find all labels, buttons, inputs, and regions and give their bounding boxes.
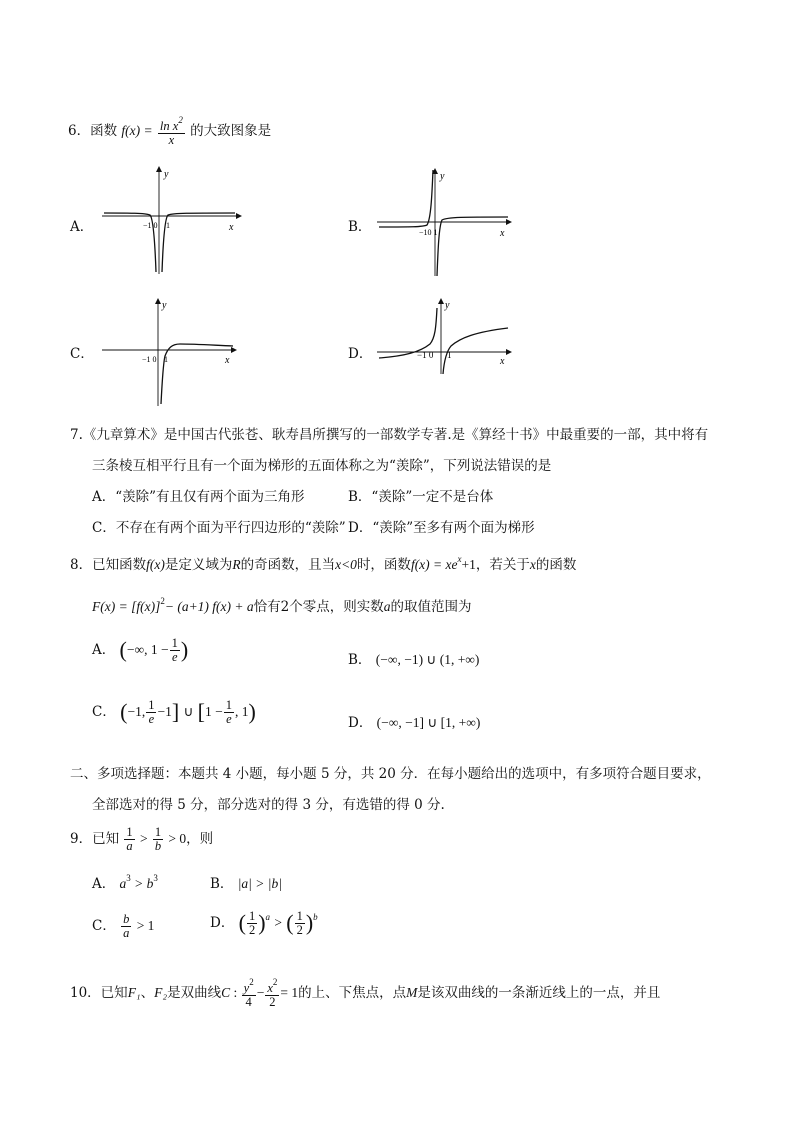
- q6-prefix: 6．函数: [68, 123, 118, 140]
- q8-Fx: F(x) = [f(x)]: [92, 599, 161, 614]
- q6-graph-b: [375, 164, 515, 279]
- q9-den-a: a: [126, 839, 133, 854]
- q6-b-y-label: y: [440, 171, 445, 182]
- q9-d-label: D．: [210, 915, 235, 932]
- q8-d-label: D．: [348, 715, 373, 731]
- q6-option-d-label: D．: [348, 346, 373, 362]
- q8-option-a: A． (−∞, 1 − $\frac{1}{e}$ ): [92, 636, 189, 665]
- q9-gt: >: [139, 831, 148, 847]
- q6-option-a-label: A．: [70, 219, 94, 235]
- q6-b-x-label: x: [500, 228, 505, 239]
- q8-a: a: [383, 599, 391, 614]
- q6-graph-a: [100, 164, 245, 279]
- q6-lhs: f(x) =: [121, 123, 153, 139]
- q10-colon: :: [230, 985, 241, 1001]
- q9-option-a: [92, 872, 158, 892]
- q6-graph-d: [375, 294, 515, 374]
- q10-den1: 4: [245, 995, 252, 1010]
- q7-option-d: D．“羡除”至多有两个面为梯形: [348, 520, 535, 536]
- q8-c-union: ∪: [183, 704, 194, 720]
- q10-stem: [70, 978, 660, 1009]
- q6-c-x-label: x: [225, 355, 230, 366]
- q6-a-x-label: x: [229, 222, 234, 233]
- q8-c-num1: 1: [148, 698, 155, 712]
- q8-Fx-rest: − (a+1) f(x) + a: [164, 599, 254, 614]
- q8-option-b: [348, 648, 479, 668]
- q9-tail: > 0: [168, 831, 187, 847]
- q8-c-den2: e: [226, 712, 232, 727]
- q8-text-d: 时，函数: [356, 557, 411, 573]
- q8-text-b: 是定义域为: [164, 557, 233, 573]
- q6-d-tick-pos: 1: [447, 350, 452, 360]
- q10-C: C: [221, 985, 231, 1001]
- q10-num2-sup: 2: [272, 977, 278, 987]
- q7-option-b: B．“羡除”一定不是台体: [348, 489, 494, 505]
- q7-option-a: A．“羡除”有且仅有两个面为三角形: [92, 489, 305, 505]
- q10-sep: 、: [140, 985, 155, 1002]
- q8-a-label: A．: [92, 642, 116, 659]
- q6-stem: [68, 116, 271, 147]
- q8-c-part3: 1 −: [204, 704, 223, 720]
- q9-num-a: 1: [126, 825, 133, 839]
- q9-d-sup2: b: [313, 912, 318, 923]
- q6-fraction: [158, 116, 185, 147]
- q7-option-c: C．不存在有两个面为平行四边形的“羡除”: [92, 520, 346, 536]
- q8-expr-sup: x: [457, 554, 462, 564]
- q9-a-sup2: 3: [153, 873, 158, 883]
- q9-d-den2: 2: [296, 923, 303, 938]
- q9-b-label: B．: [210, 876, 234, 892]
- q10-num1-sup: 2: [249, 977, 254, 987]
- q8-c-part2: −1: [157, 704, 172, 720]
- q10-suffix2: 是该双曲线的一条渐近线上的一点，并且: [417, 985, 661, 1002]
- q6-d-x-label: x: [500, 356, 505, 367]
- q9-d-sup1: a: [265, 912, 271, 923]
- q9-den-b: b: [154, 839, 162, 854]
- q8-R: R: [232, 557, 241, 572]
- q8-text-i: 的取值范围为: [390, 599, 472, 615]
- q8-count: 2: [280, 599, 290, 615]
- q8-text-f: 的函数: [535, 557, 577, 573]
- q9-num-b: 1: [154, 825, 162, 839]
- q10-M: M: [406, 985, 418, 1001]
- q10-num2: x: [267, 981, 273, 995]
- section2-line2: 全部选对的得 5 分，部分选对的得 3 分，有选错的得 0 分.: [92, 797, 445, 813]
- q9-option-c: [92, 913, 154, 940]
- q6-graph-c: [100, 294, 240, 409]
- q8-text-g: 恰有: [253, 599, 281, 615]
- q6-num: ln x: [159, 119, 179, 133]
- q10-prefix: 10．已知: [70, 985, 128, 1002]
- q6-a-tick-pos: 1: [166, 221, 170, 230]
- q7-line2: 三条棱互相平行且有一个面为梯形的五面体称之为“羡除”，下列说法错误的是: [92, 458, 552, 474]
- q6-c-tick-pos: 1: [164, 355, 168, 364]
- q8-text-h: 个零点，则实数: [289, 599, 384, 615]
- q8-expr: f(x) = xe: [410, 557, 458, 572]
- q8-c-den1: e: [148, 712, 155, 727]
- q6-den: x: [168, 133, 175, 148]
- section2-line1: 二、多项选择题：本题共 4 小题，每小题 5 分，共 20 分．在每小题给出的选项中，有多项符合题目要求，: [70, 766, 711, 782]
- q9-a-base1: a: [119, 876, 127, 891]
- q8-c-num2: 1: [225, 698, 232, 712]
- q6-num-sup: 2: [178, 115, 183, 125]
- q9-a-base2: > b: [130, 876, 154, 891]
- q8-Fx-sup: 2: [160, 596, 165, 606]
- q10-F2: F₂: [154, 985, 168, 1001]
- q6-option-c-label: C．: [70, 346, 94, 362]
- q8-line1: [70, 553, 576, 573]
- q8-option-c: C． (−1, $\frac{1}{e}$ −1] ∪ [1 − $\frac{1}{e}$ , 1): [92, 698, 256, 727]
- q6-c-tick-neg: −1 0: [142, 355, 157, 364]
- q8-line2: [92, 595, 472, 615]
- q10-mid: 是双曲线: [167, 985, 222, 1002]
- q9-d-num2: 1: [296, 909, 303, 923]
- q9-c-den: a: [123, 926, 130, 941]
- q9-d-den1: 2: [248, 923, 256, 938]
- q8-c-part1: −1,: [127, 704, 146, 720]
- q9-option-b: [210, 872, 282, 892]
- q9-c-tail: > 1: [136, 918, 155, 934]
- q8-text-a: 8．已知函数: [70, 557, 147, 573]
- q8-a-left: −∞, 1 −: [126, 642, 169, 658]
- q8-expr-plus: +1: [461, 557, 476, 572]
- q9-a-label: A．: [92, 876, 116, 892]
- q9-d-num1: 1: [248, 909, 256, 923]
- q9-prefix: 9．已知: [70, 831, 120, 848]
- q6-suffix: 的大致图象是: [190, 123, 272, 140]
- q9-option-d: D． ( $\frac{1}{2}$ )$^a$ > ( $\frac{1}{2}$ )$^b$: [210, 909, 318, 938]
- q10-num1: y: [243, 981, 250, 995]
- q10-suffix: 的上、下焦点，点: [298, 985, 407, 1002]
- q8-cond: x<0: [335, 557, 357, 572]
- q6-a-tick-neg: −1 0: [143, 221, 158, 230]
- q9-a-sup1: 3: [126, 873, 131, 883]
- q8-c-part4: , 1: [234, 704, 249, 720]
- q8-c-label: C．: [92, 704, 116, 721]
- q10-minus: −: [256, 985, 265, 1001]
- q7-line1: 7.《九章算术》是中国古代张苍、耿寿昌所撰写的一部数学专著.是《算经十书》中最重要的一部，其中将有: [70, 427, 709, 443]
- q8-fx: f(x): [146, 557, 165, 572]
- q9-c-num: b: [123, 912, 130, 926]
- q6-d-y-label: y: [445, 300, 450, 311]
- q8-x: x: [529, 557, 536, 572]
- q8-a-den: e: [171, 650, 178, 665]
- q6-a-y-label: y: [164, 169, 169, 180]
- q8-text-c: 的奇函数，且当: [240, 557, 336, 573]
- q9-b-expr: |a| > |b|: [237, 876, 282, 891]
- q8-b-label: B．: [348, 652, 372, 668]
- q9-d-gt: >: [274, 915, 282, 931]
- q9-stem: [70, 826, 213, 853]
- q8-option-d: [348, 711, 480, 731]
- q8-b-expr: (−∞, −1) ∪ (1, +∞): [375, 652, 480, 667]
- q6-d-tick-neg: −1 0: [417, 350, 434, 360]
- q9-c-label: C．: [92, 918, 116, 935]
- q6-b-tick: −10 1: [419, 228, 438, 237]
- q8-a-num: 1: [171, 636, 178, 650]
- q8-d-expr: (−∞, −1] ∪ [1, +∞): [376, 715, 481, 730]
- q10-eq: = 1: [280, 985, 299, 1001]
- q6-option-b-label: B．: [348, 219, 372, 235]
- q10-F1: F₁: [127, 985, 141, 1001]
- q9-suffix: ，则: [186, 831, 214, 848]
- q10-den2: 2: [269, 995, 276, 1010]
- q8-text-e: ，若关于: [475, 557, 530, 573]
- q6-c-y-label: y: [162, 300, 167, 311]
